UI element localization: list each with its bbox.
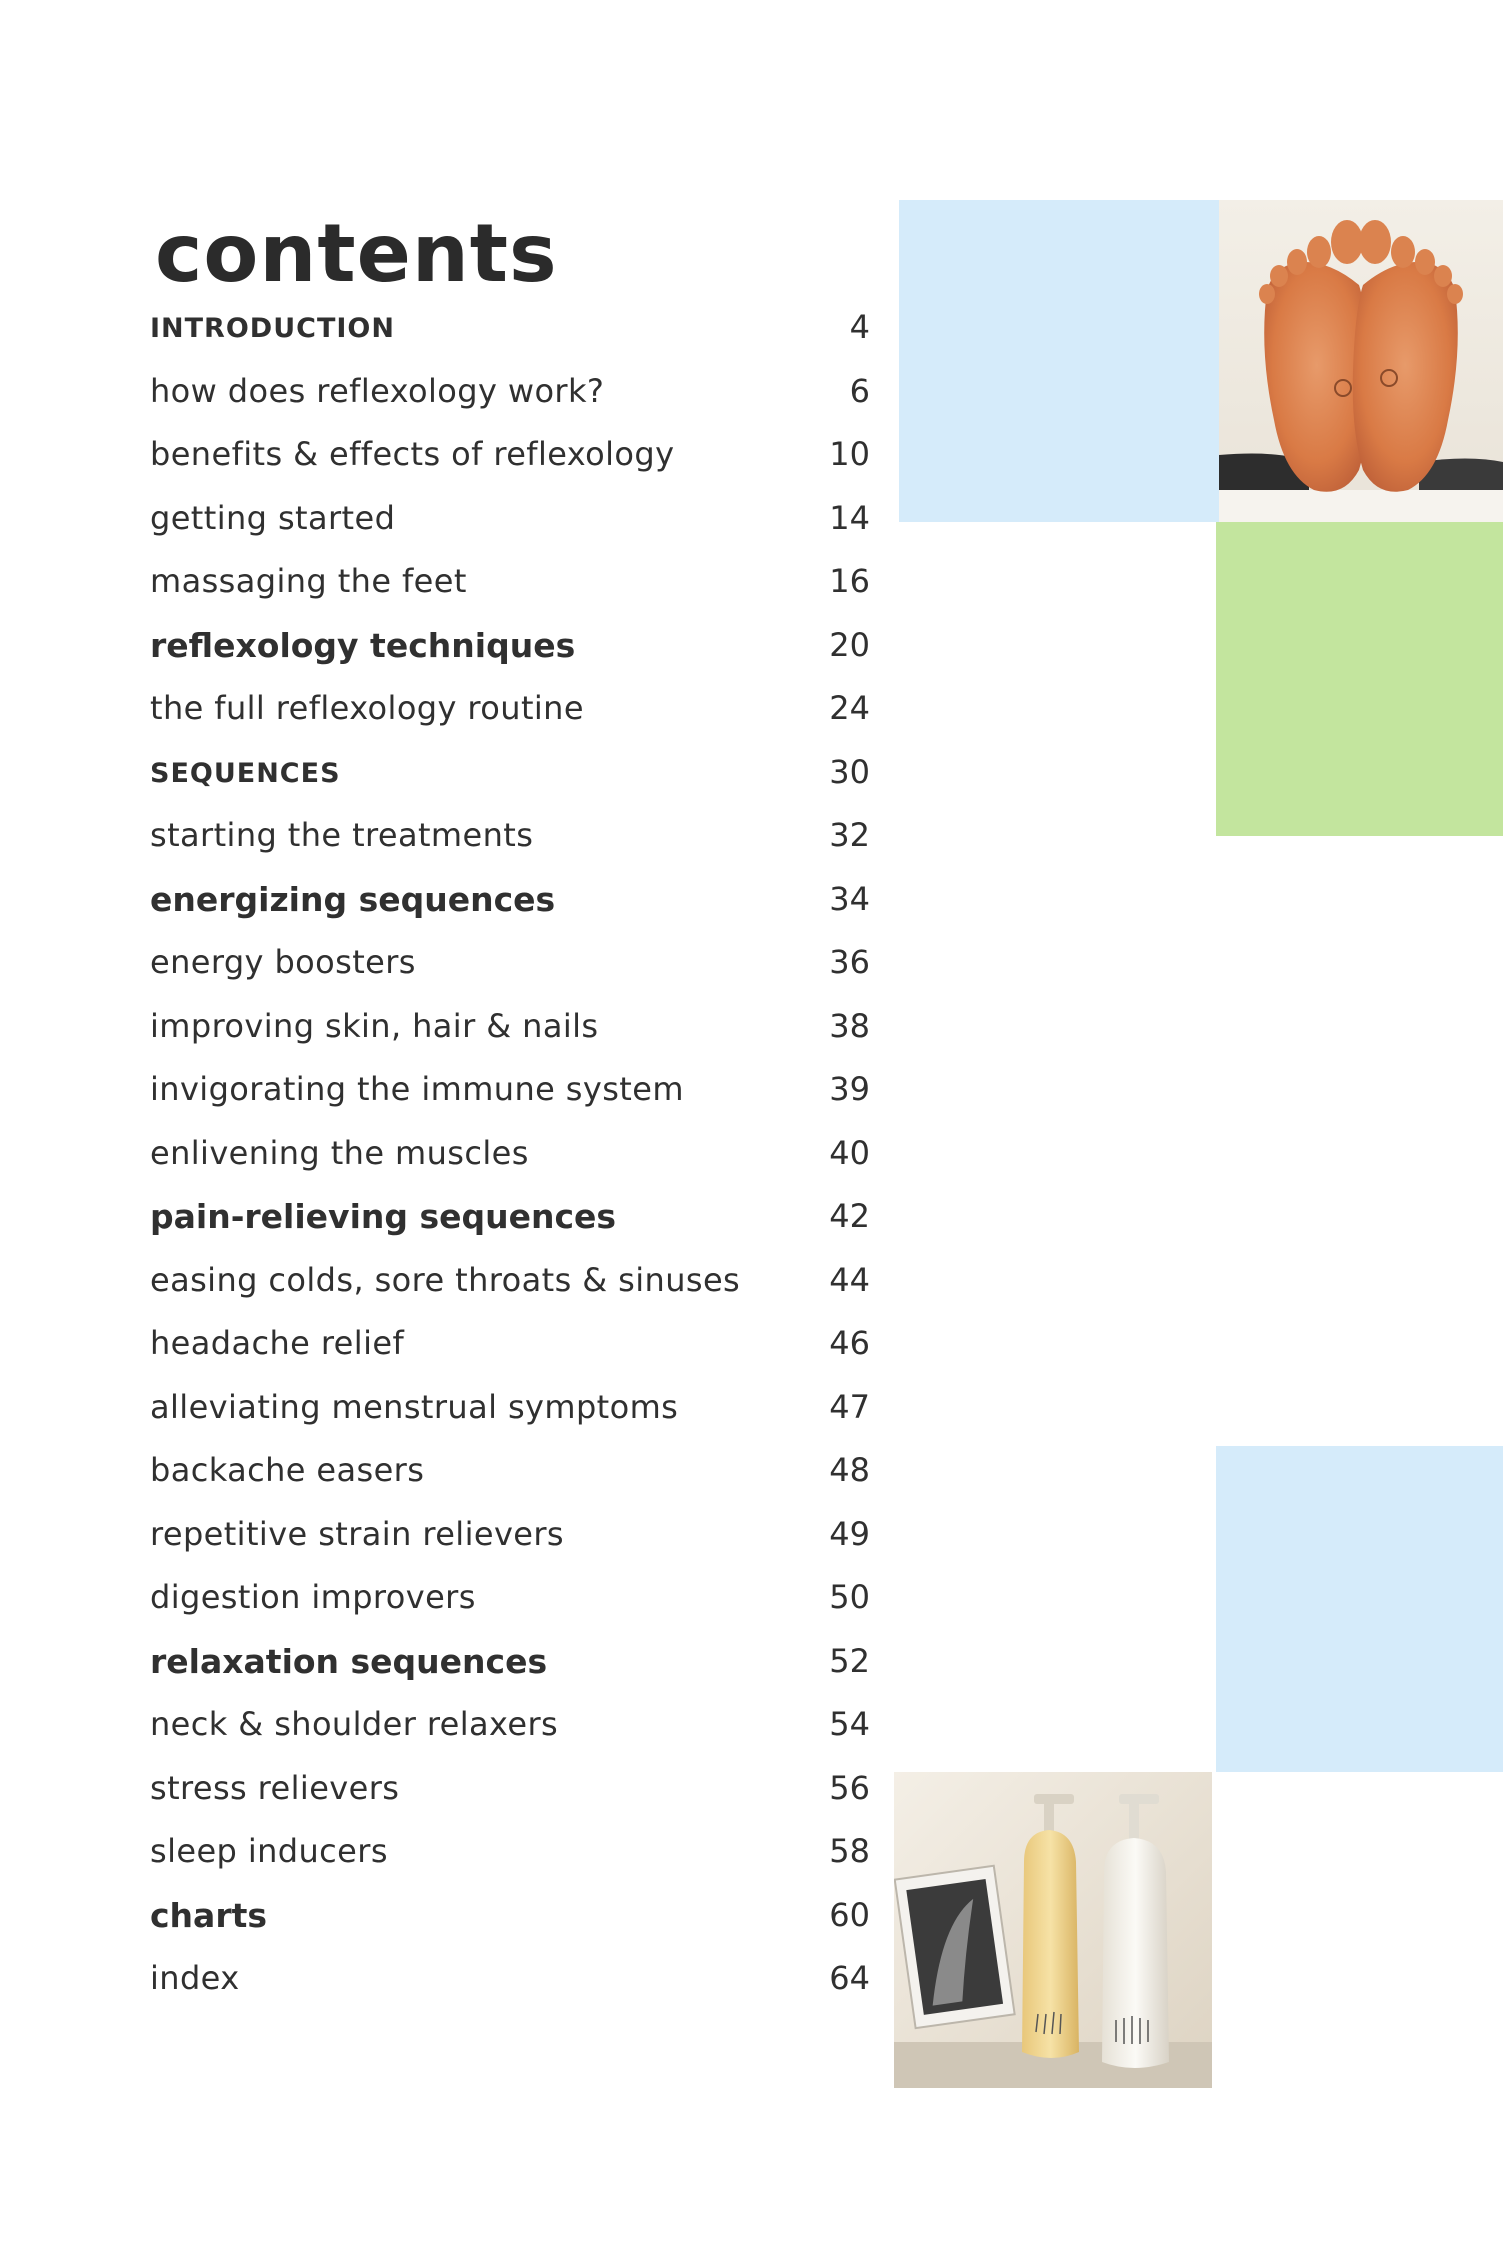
toc-entry-page-number: 40 — [829, 1133, 870, 1172]
feet-soles-photo — [1219, 200, 1503, 522]
toc-entry-label: relaxation sequences — [150, 1641, 548, 1681]
toc-entry-label: easing colds, sore throats & sinuses — [150, 1260, 741, 1299]
toc-entry — [150, 999, 870, 1063]
toc-entry-page-number: 14 — [829, 498, 870, 537]
toc-entry — [150, 808, 870, 872]
toc-entry-label: index — [150, 1959, 240, 1997]
toc-entry-page-number: 60 — [829, 1895, 870, 1934]
toc-entry-label: improving skin, hair & nails — [150, 1006, 599, 1045]
toc-entry-page-number: 42 — [829, 1197, 870, 1235]
toc-entry-label: backache easers — [150, 1451, 425, 1489]
toc-entry-label: invigorating the immune system — [150, 1070, 684, 1108]
toc-entry-label: charts — [150, 1895, 268, 1935]
toc-entry-page-number: 44 — [829, 1260, 870, 1299]
toc-entry-page-number: 36 — [829, 943, 870, 981]
toc-entry — [150, 618, 870, 682]
toc-entry — [150, 300, 870, 364]
toc-entry-page-number: 48 — [829, 1451, 870, 1489]
toc-entry-page-number: 30 — [829, 752, 870, 791]
toc-entry — [150, 1316, 870, 1380]
toc-entry — [150, 1888, 870, 1952]
toc-entry — [150, 1126, 870, 1190]
toc-entry-label: repetitive strain relievers — [150, 1514, 565, 1553]
toc-entry-page-number: 58 — [829, 1832, 870, 1870]
toc-entry — [150, 745, 870, 809]
toc-entry — [150, 1507, 870, 1571]
toc-entry-label: pain-relieving sequences — [150, 1197, 617, 1236]
toc-entry-label: reflexology techniques — [150, 625, 576, 665]
toc-entry-label: headache relief — [150, 1324, 405, 1362]
toc-entry-page-number: 52 — [829, 1641, 870, 1680]
toc-entry-label: energizing sequences — [150, 879, 556, 919]
blue-color-block-top — [899, 200, 1219, 522]
toc-entry — [150, 554, 870, 618]
toc-entry — [150, 1634, 870, 1698]
toc-entry-page-number: 20 — [829, 625, 870, 664]
toc-entry — [150, 1951, 870, 2015]
toc-entry — [150, 1824, 870, 1888]
toc-entry-page-number: 34 — [829, 879, 870, 918]
toc-entry-label: benefits & effects of reflexology — [150, 435, 675, 473]
toc-entry-label: massaging the feet — [150, 562, 467, 600]
toc-entry — [150, 681, 870, 745]
toc-entry-label: neck & shoulder relaxers — [150, 1705, 559, 1743]
toc-entry-page-number: 6 — [849, 371, 870, 410]
toc-entry — [150, 427, 870, 491]
page-title: contents — [155, 206, 558, 300]
toc-entry-label: enlivening the muscles — [150, 1133, 529, 1172]
toc-entry-label: stress relievers — [150, 1768, 400, 1807]
toc-entry-page-number: 46 — [829, 1324, 870, 1362]
blue-color-block-bottom — [1216, 1446, 1503, 1772]
toc-entry — [150, 1380, 870, 1444]
toc-entry-page-number: 10 — [829, 435, 870, 473]
toc-entry-label: sleep inducers — [150, 1832, 388, 1870]
toc-entry — [150, 1697, 870, 1761]
toc-entry-label: the full reflexology routine — [150, 689, 584, 727]
toc-entry-page-number: 47 — [829, 1387, 870, 1426]
toc-entry-page-number: 54 — [829, 1705, 870, 1743]
green-color-block — [1216, 522, 1503, 836]
toc-entry-page-number: 16 — [829, 562, 870, 600]
toc-entry — [150, 1189, 870, 1253]
toc-entry — [150, 1761, 870, 1825]
toc-entry-label: INTRODUCTION — [150, 313, 395, 344]
toc-entry-page-number: 39 — [829, 1070, 870, 1108]
toc-entry-label: energy boosters — [150, 943, 416, 981]
toc-entry — [150, 364, 870, 428]
toc-entry — [150, 491, 870, 555]
toc-entry-page-number: 64 — [829, 1959, 870, 1997]
toc-entry-label: getting started — [150, 498, 396, 537]
toc-entry-page-number: 32 — [829, 816, 870, 854]
toc-entry-label: how does reflexology work? — [150, 371, 605, 410]
toc-entry — [150, 1443, 870, 1507]
toc-entry-page-number: 49 — [829, 1514, 870, 1553]
toc-entry — [150, 935, 870, 999]
toc-entry-label: alleviating menstrual symptoms — [150, 1387, 679, 1426]
toc-entry-label: starting the treatments — [150, 816, 534, 854]
lotion-bottles-photo — [894, 1772, 1212, 2088]
toc-entry-page-number: 4 — [849, 308, 870, 346]
toc-entry-page-number: 24 — [829, 689, 870, 727]
toc-entry — [150, 1570, 870, 1634]
toc-entry-label: SEQUENCES — [150, 757, 341, 789]
toc-entry — [150, 872, 870, 936]
table-of-contents — [150, 300, 870, 2015]
toc-entry-label: digestion improvers — [150, 1578, 476, 1616]
toc-entry-page-number: 50 — [829, 1578, 870, 1616]
toc-entry-page-number: 38 — [829, 1006, 870, 1045]
toc-entry — [150, 1062, 870, 1126]
toc-entry — [150, 1253, 870, 1317]
toc-entry-page-number: 56 — [829, 1768, 870, 1807]
